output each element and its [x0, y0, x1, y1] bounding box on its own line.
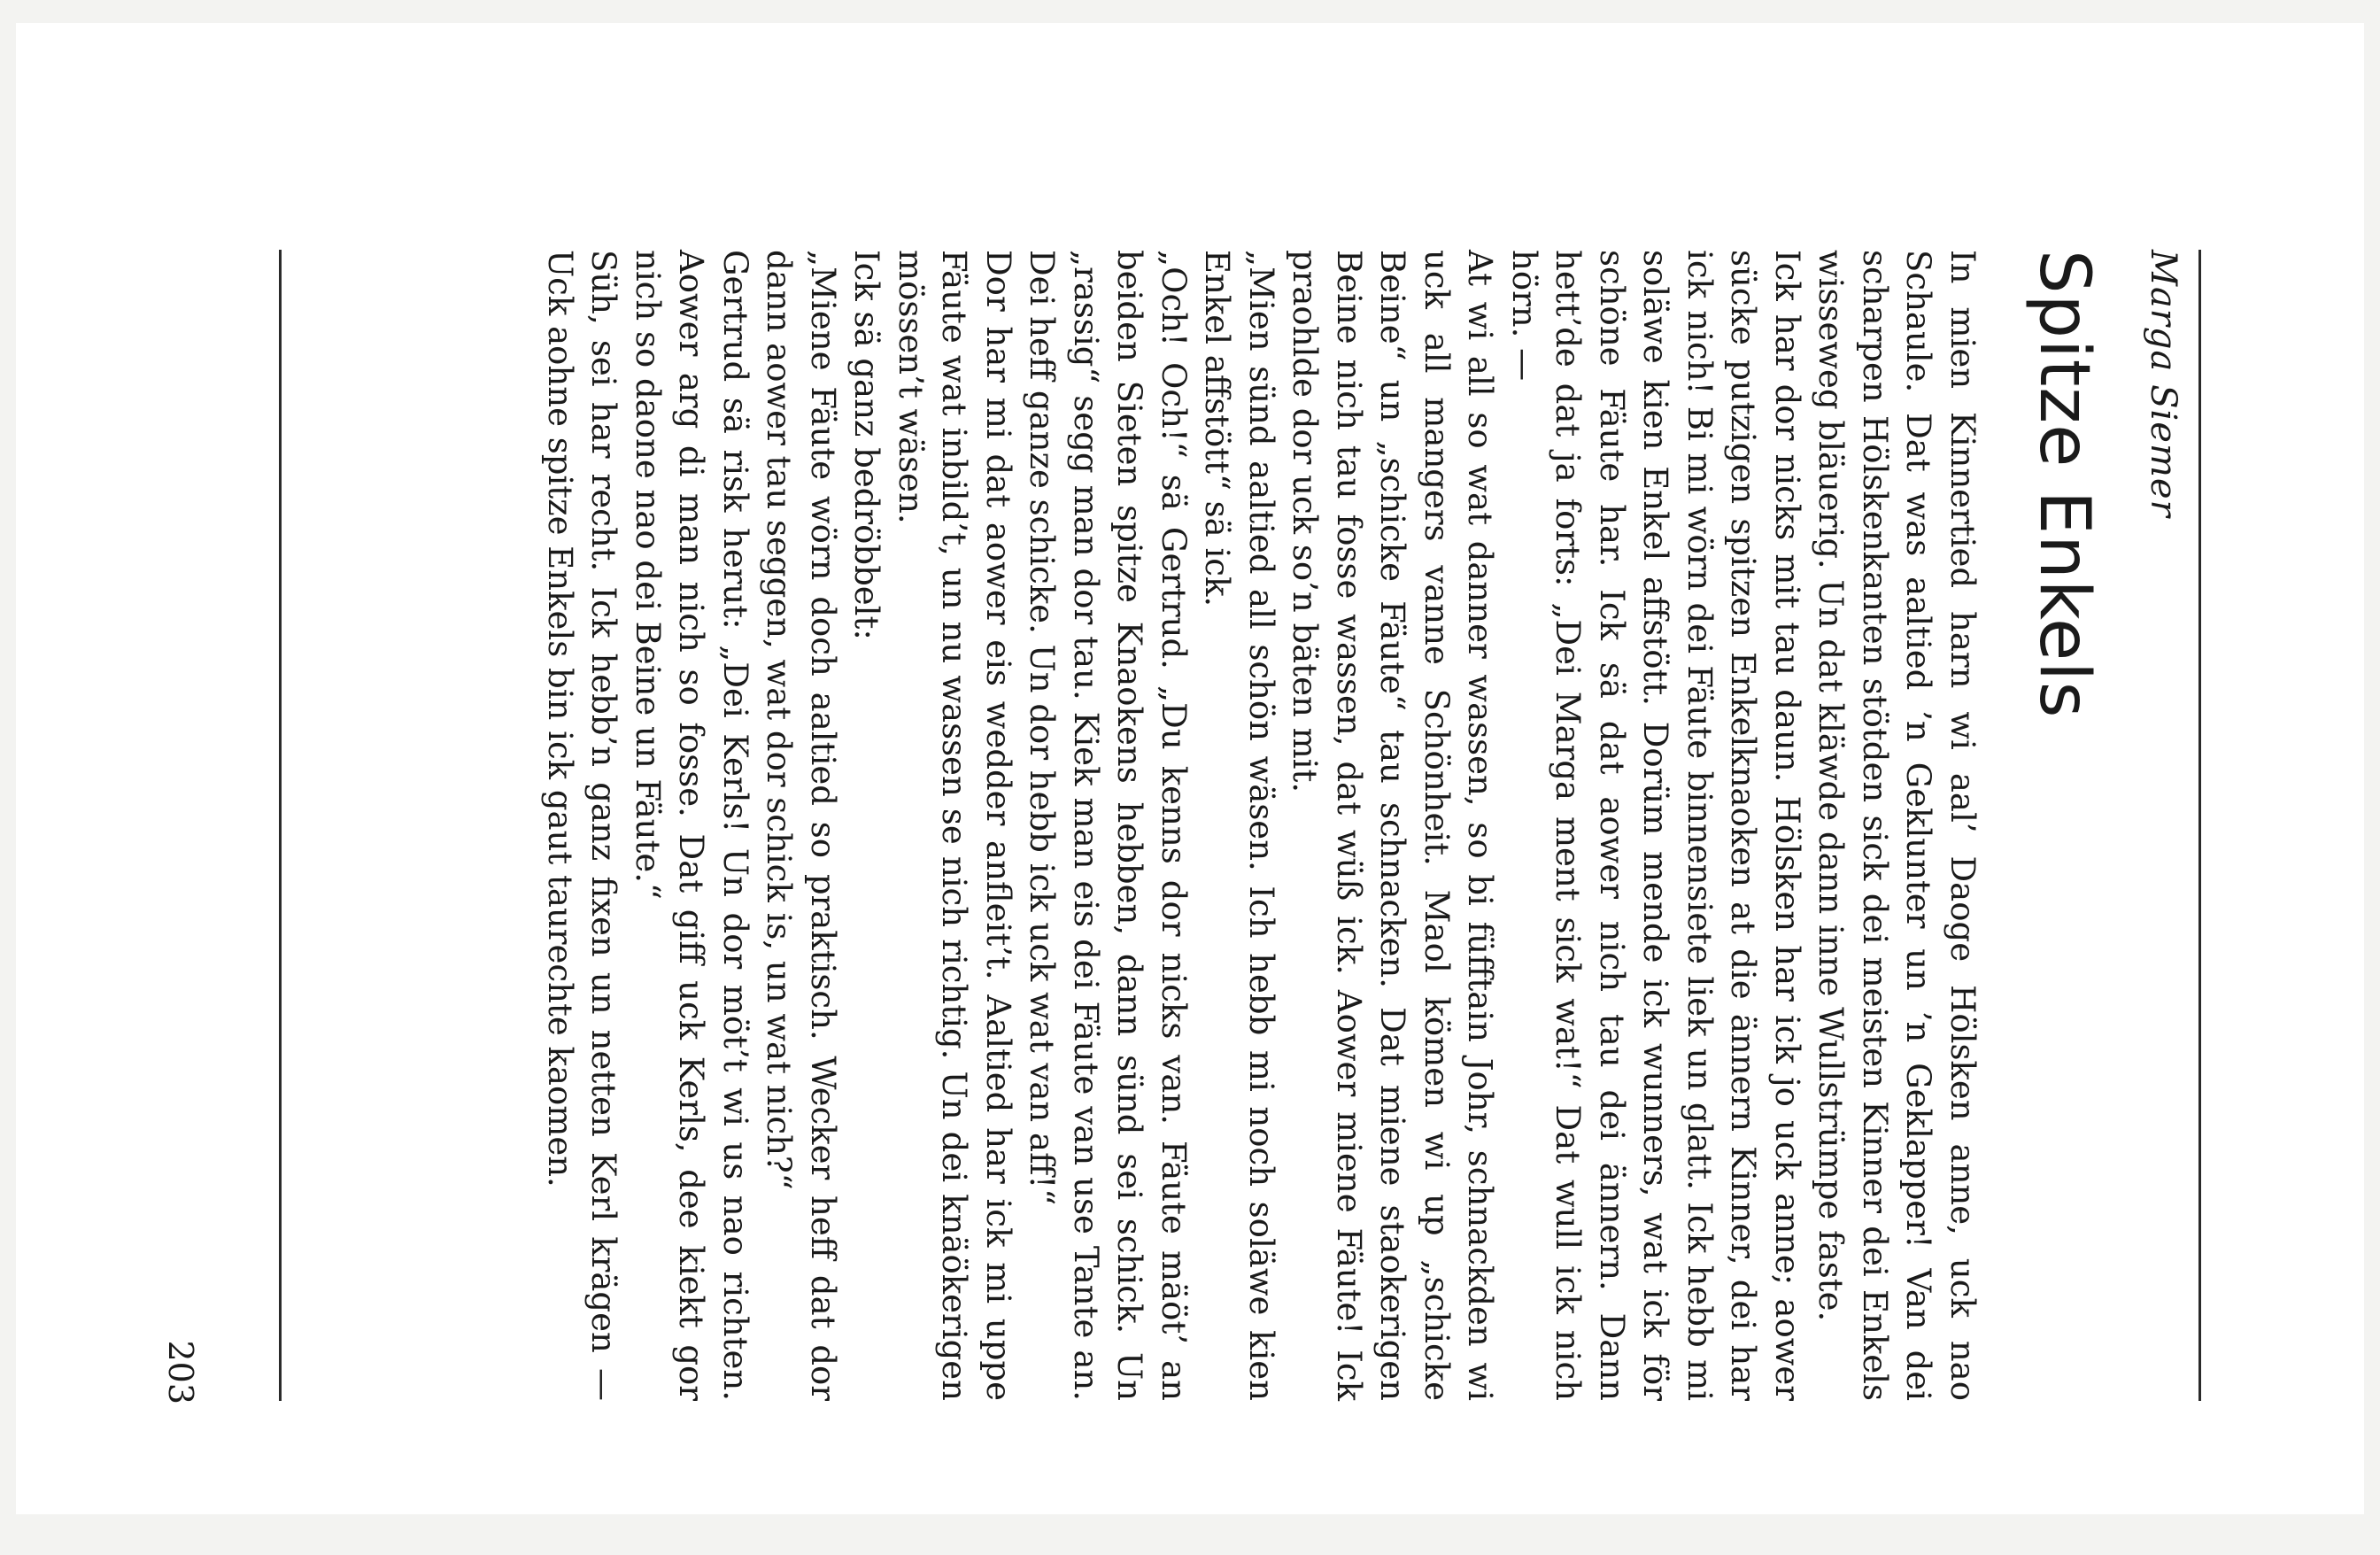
paragraph: Ick sä ganz bedröbbelt: [847, 250, 886, 640]
paragraph: Gertrud sä risk herut: „Dei Kerls! Un dor möt’t wi us nao richten. Aower arg di man nich so fosse. Dat giff uck Kerls, dee kiekt gor nich so daone nao dei Beine un Fäute.“ [629, 250, 754, 1401]
paragraph: Dor har mi dat aower eis wedder anfleit’t. Aaltied har ick mi uppe Fäute wat inbild’t, un nu wassen se nich richtig. Un dei knäökerigen mössen’t wäsen. [892, 250, 1017, 1401]
book-page [16, 23, 2380, 1555]
story-title: Spitze Enkels [2024, 250, 2104, 719]
paragraph: „Och! Och!“ sä Gertrud. „Du kenns dor nicks van. Fäute mäöt’ an beiden Sieten spitze Knaokens hebben, dann sünd sei schick. Un „rassig“ segg man dor tau. Kiek man eis dei Fäute van use Tante an. Dei heff ganze schicke. Un dor hebb ick uck wat van aff!“ [1023, 250, 1193, 1401]
footer-rule [279, 250, 282, 1401]
paragraph: „Miene Fäute wörn doch aaltied so praktisch. Wecker heff dat dor dann aower tau seggen, wat dor schick is, un wat nich?“ [760, 250, 842, 1401]
paragraph: „Mien sünd aaltied all schön wäsen. Ich hebb mi noch soläwe kien Enkel affstött“ sä ick. [1198, 250, 1280, 1401]
page-number: 203 [161, 1340, 200, 1404]
paragraph: At wi all so wat danner wassen, so bi füfftain Johr, schnackden wi uck all mangers vanne Schönheit. Maol kömen wi up „schicke Beine“ un „schicke Fäute“ tau schnacken. Dat miene staokerigen Beine nich tau fosse wassen, dat wüß ick. Aower miene Fäute! Ick praohlde dor uck so’n bäten mit. [1286, 250, 1500, 1401]
header-rule [2198, 250, 2201, 1401]
paragraph: Süh, sei har recht. Ick hebb’n ganz fixen un netten Kerl krägen — Uck aohne spitze Enkels bin ick gaut taurechte kaomen. [541, 250, 623, 1401]
paragraph: In mien Kinnertied harn wi aal’ Daoge Hölsken anne, uck nao Schaule. Dat was aaltied ’n Geklunter un ’n Geklapper! Van dei scharpen Hölskenkanten stötden sick dei meisten Kinner dei Enkels wisseweg bläuerig. Un dat kläwde dann inne Wullstrümpe faste. [1812, 250, 1982, 1401]
story-text [538, 250, 1985, 1401]
scanned-sheet [16, 23, 2364, 1514]
author-name: Marga Siemer [2143, 250, 2183, 518]
paragraph: Ick har dor nicks mit tau daun. Hölsken har ick jo uck anne; aower sücke putzigen spitzen Enkelknaoken at die ännern Kinner, dei har ick nich! Bi mi wörn dei Fäute binnensiete liek un glatt. Ick hebb mi soläwe kien Enkel affstött. Dorüm mende ick wunners, wat ick för schöne Fäute har. Ick sä dat aower nich tau dei ännern. Dann hett’de dat ja forts: „Dei Marga ment sick wat!“ Dat wull ick nich hörn. — [1505, 250, 1806, 1401]
